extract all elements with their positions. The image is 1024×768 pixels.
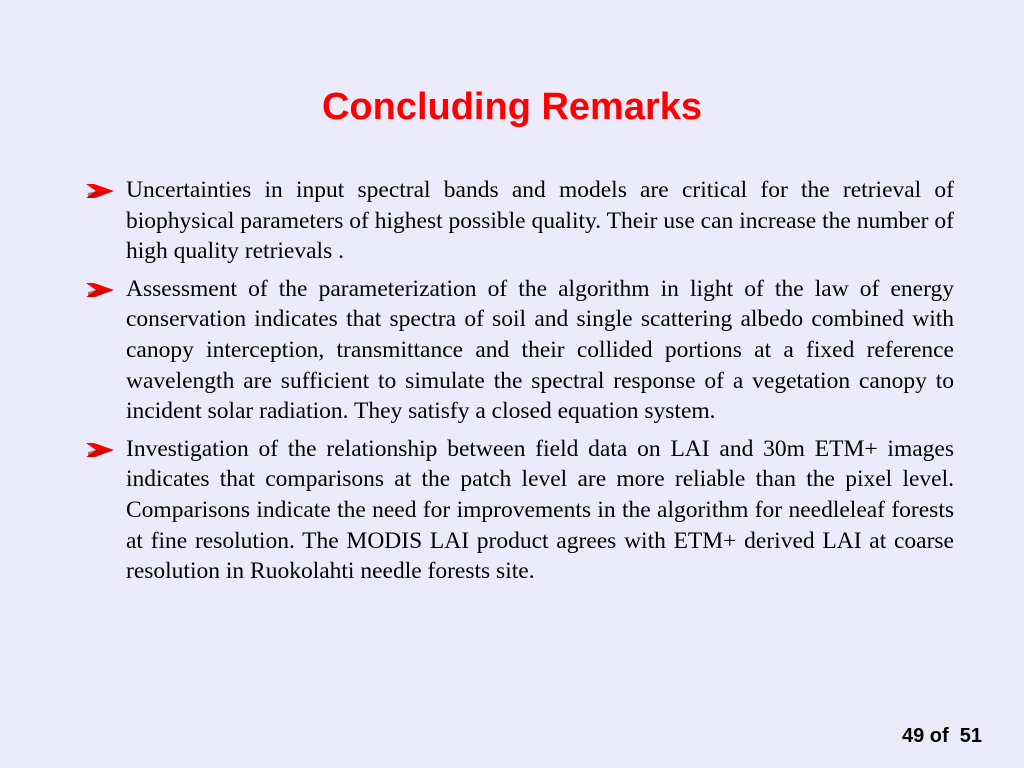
- red-arrow-bullet-icon: [84, 439, 118, 461]
- bullet-text: Uncertainties in input spectral bands and models are critical for the retrieval of biophysical parameters of highest possible quality. Their use can increase the number of high quality retrievals .: [126, 177, 954, 265]
- red-arrow-bullet-icon: [84, 279, 118, 301]
- bullet-item: [84, 274, 954, 427]
- bullet-text: Investigation of the relationship between field data on LAI and 30m ETM+ images indicates that comparisons at the patch level are more reliable than the pixel level. Comparisons indicate the need for improvements in the algorithm for needleleaf forests at fine resolution. The MODIS LAI product agrees with ETM+ derived LAI at coarse resolution in Ruokolahti needle forests site.: [126, 435, 954, 585]
- slide-title: Concluding Remarks: [321, 86, 703, 128]
- bullet-item: [84, 434, 954, 587]
- page-number: 49 of 51: [901, 725, 982, 747]
- bullet-item: [84, 175, 954, 267]
- bullet-list: [84, 175, 954, 594]
- red-arrow-bullet-icon: [84, 180, 118, 202]
- bullet-text: Assessment of the parameterization of the algorithm in light of the law of energy conservation indicates that spectra of soil and single scattering albedo combined with canopy interception, transmittance and their collided portions at a fixed reference wavelength are sufficient to simulate the spectral response of a vegetation canopy to incident solar radiation. They satisfy a closed equation system.: [126, 275, 954, 425]
